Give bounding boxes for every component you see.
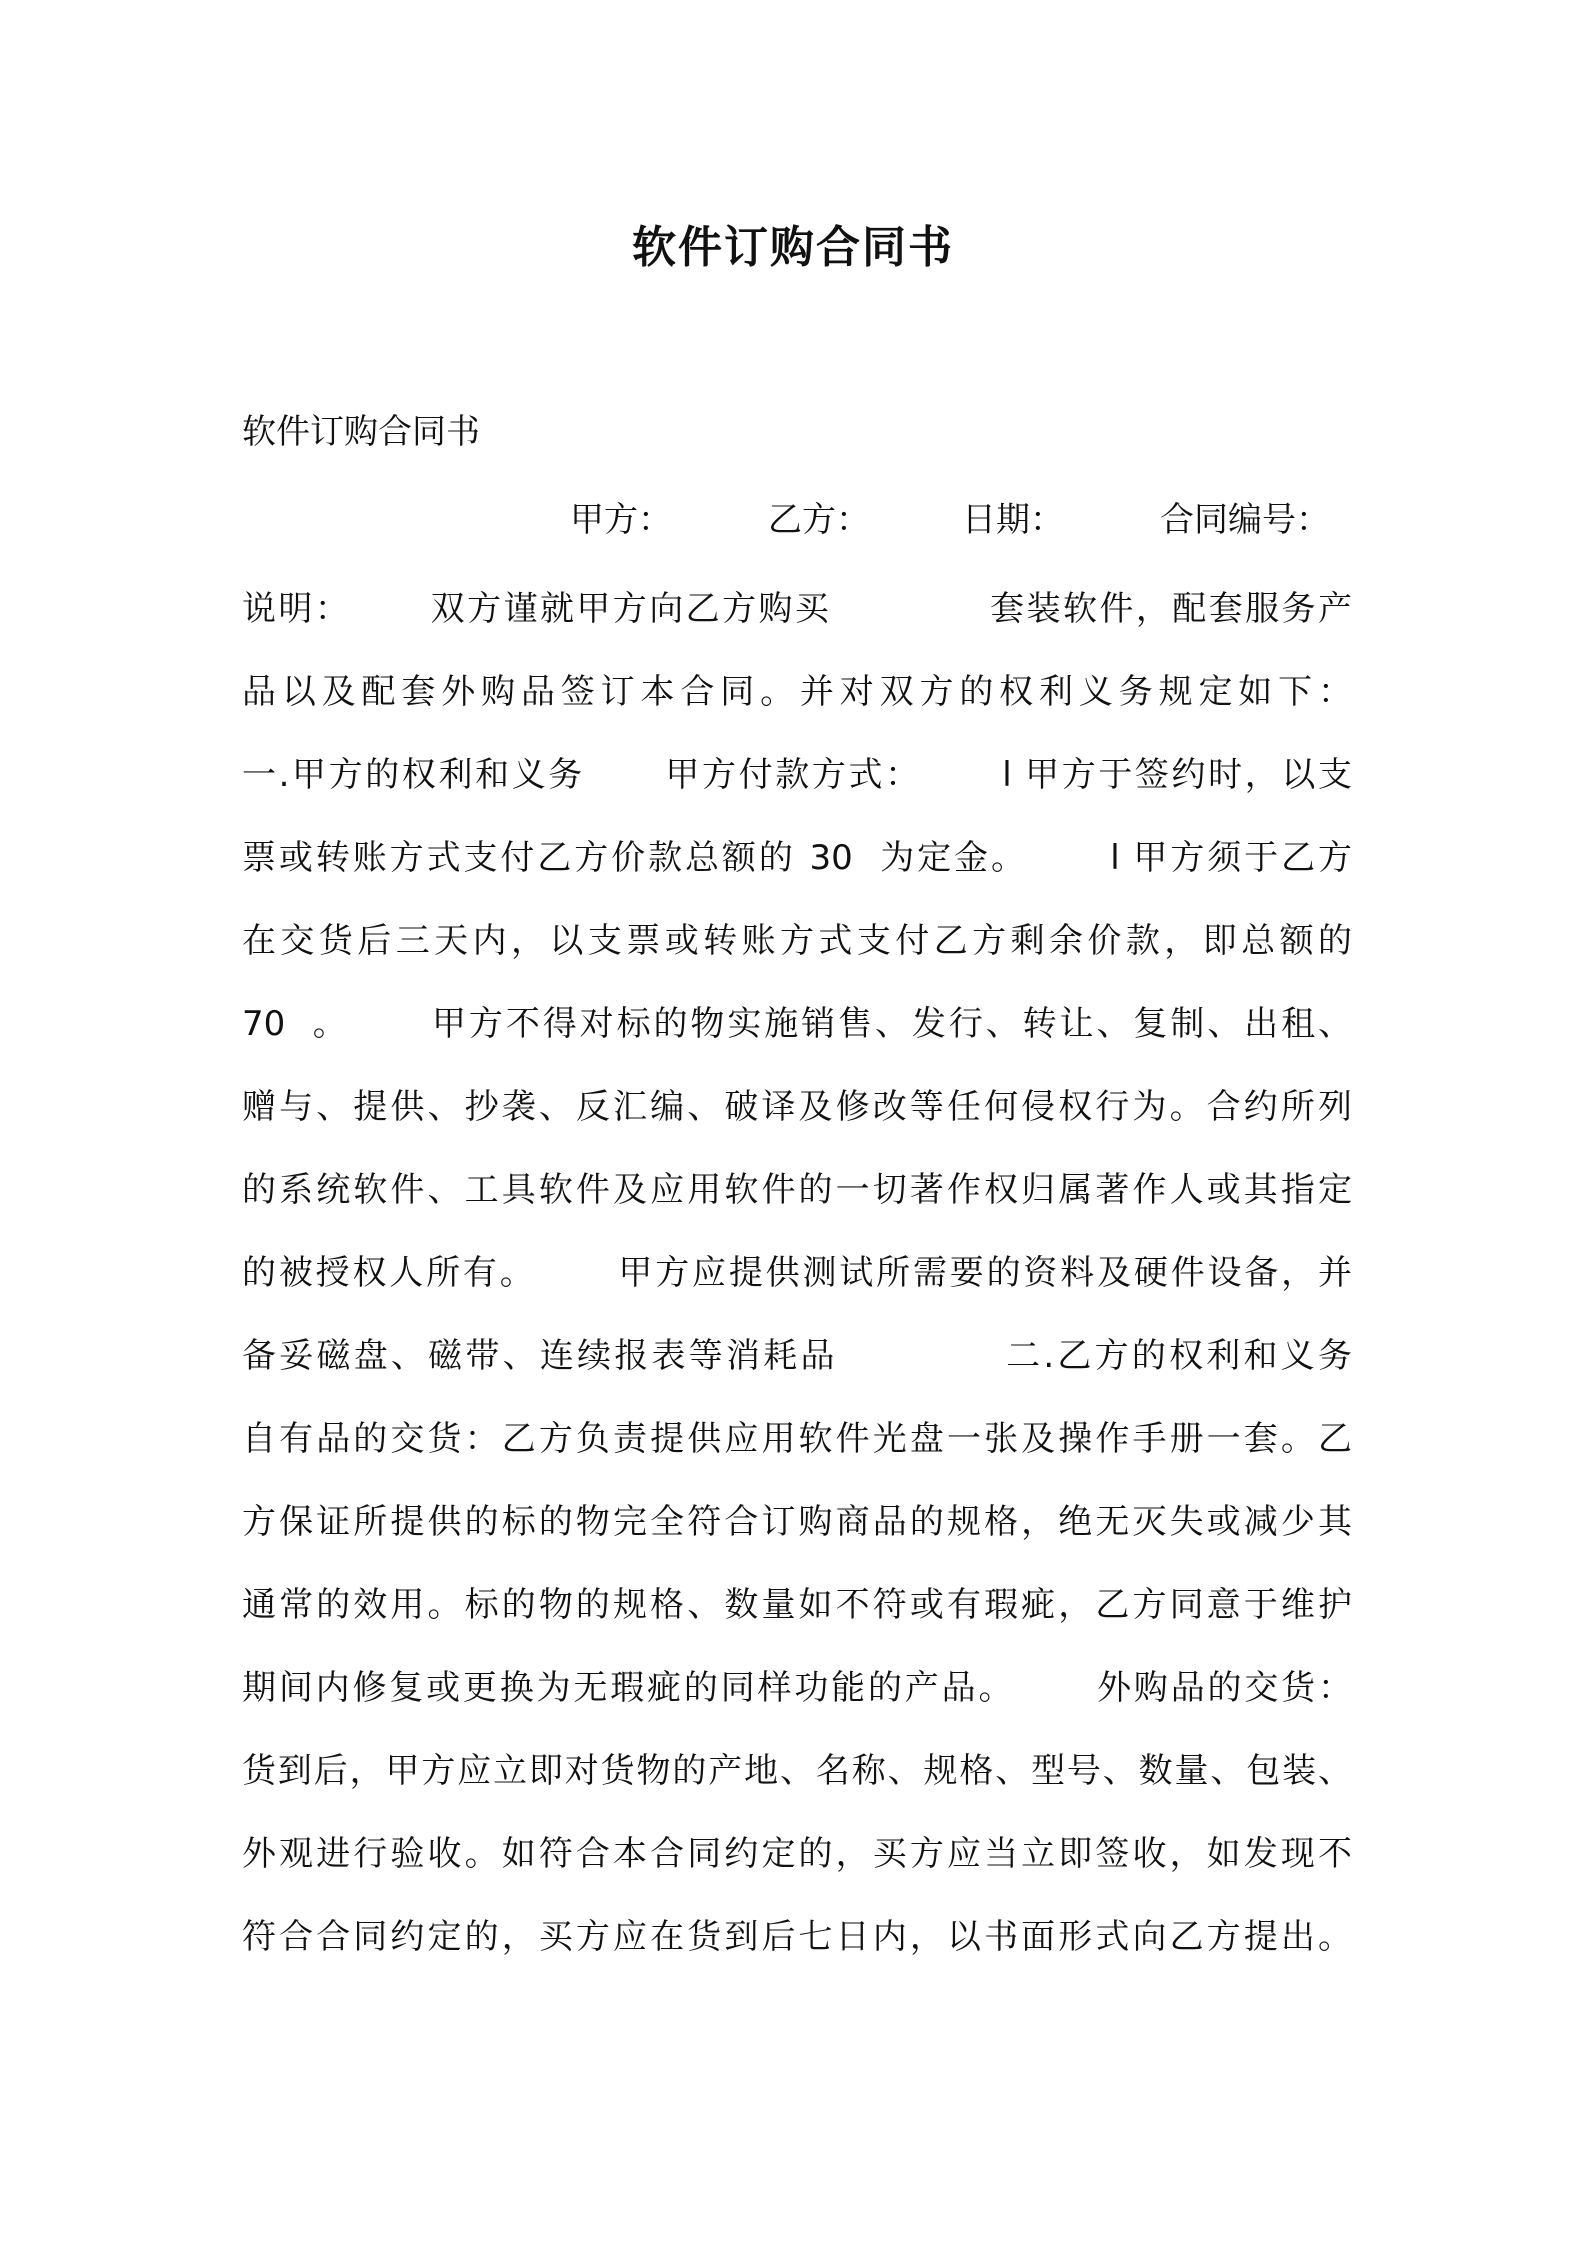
body-line: 期间内修复或更换为无瑕疵的同样功能的产品。 外购品的交货： <box>242 1668 1352 1708</box>
body-line: 外观进行验收。如符合本合同约定的，买方应当立即签收，如发现不 <box>242 1834 1352 1874</box>
body-line: 在交货后三天内，以支票或转账方式支付乙方剩余价款，即总额的 <box>242 921 1352 961</box>
body-line: 自有品的交货：乙方负责提供应用软件光盘一张及操作手册一套。乙 <box>242 1419 1352 1459</box>
contract-number-label: 合同编号： <box>1160 500 1330 540</box>
document-title: 软件订购合同书 <box>632 222 954 273</box>
party-a-label: 甲方： <box>570 500 672 540</box>
contract-body <box>242 568 1352 1979</box>
body-line: 通常的效用。标的物的规格、数量如不符或有瑕疵，乙方同意于维护 <box>242 1585 1352 1625</box>
body-line: 货到后，甲方应立即对货物的产地、名称、规格、型号、数量、包装、 <box>242 1751 1352 1791</box>
body-line: 的被授权人所有。 甲方应提供测试所需要的资料及硬件设备，并 <box>242 1253 1352 1293</box>
body-line: 赠与、提供、抄袭、反汇编、破译及修改等任何侵权行为。合约所列 <box>242 1087 1352 1127</box>
party-b-label: 乙方： <box>768 500 870 540</box>
body-line: 的系统软件、工具软件及应用软件的一切著作权归属著作人或其指定 <box>242 1170 1352 1210</box>
body-line: 方保证所提供的标的物完全符合订购商品的规格，绝无灭失或减少其 <box>242 1502 1352 1542</box>
document-subtitle: 软件订购合同书 <box>242 412 480 452</box>
body-line: 符合合同约定的，买方应在货到后七日内，以书面形式向乙方提出。 <box>242 1917 1352 1957</box>
body-line: 备妥磁盘、磁带、连续报表等消耗品 二.乙方的权利和义务 <box>242 1336 1352 1376</box>
body-line: 70 。 甲方不得对标的物实施销售、发行、转让、复制、出租、 <box>242 1004 1352 1044</box>
body-line: 说明： 双方谨就甲方向乙方购买 套装软件，配套服务产 <box>242 589 1352 629</box>
body-line: 品以及配套外购品签订本合同。并对双方的权利义务规定如下： <box>242 672 1352 712</box>
body-line: 票或转账方式支付乙方价款总额的 30 为定金。 l 甲方须于乙方 <box>242 838 1352 878</box>
body-line: 一.甲方的权利和义务 甲方付款方式： l 甲方于签约时，以支 <box>242 755 1352 795</box>
parties-header <box>0 490 1586 550</box>
date-label: 日期： <box>962 500 1064 540</box>
